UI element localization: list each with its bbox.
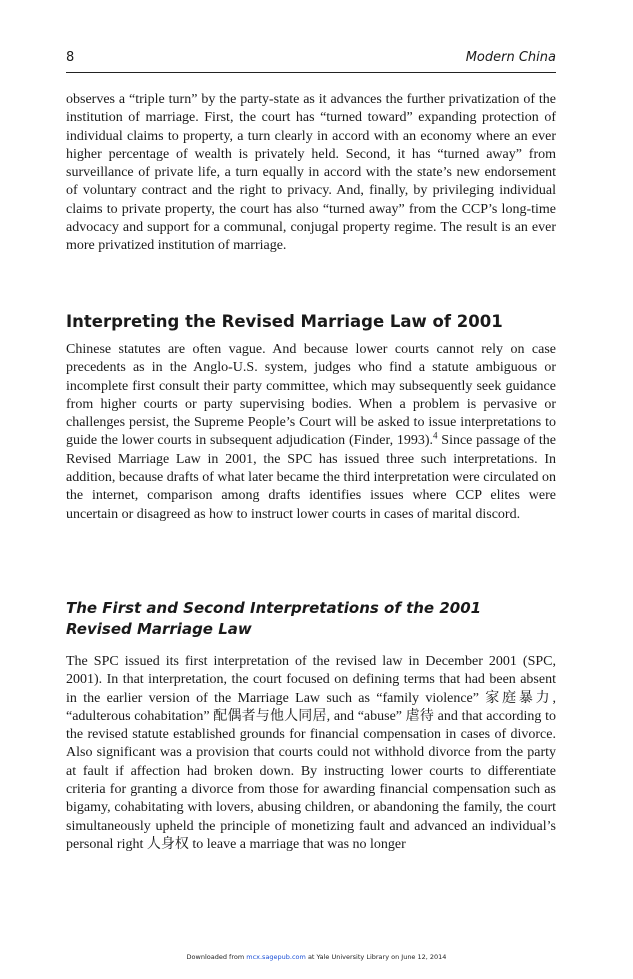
body-paragraph-2 (66, 341, 556, 524)
footnote-marker[interactable]: 4 (433, 430, 438, 441)
journal-title: Modern China (465, 50, 556, 65)
body-paragraph-1: observes a “triple turn” by the party-state as it advances the further privatization of the institution of marriage. First, the court has “turned toward” expanding protection of individual claims to property, a turn clearly in accord with an economy where an ever higher percentage of wealth is privately held. Second, it has “turned away” from surveillance of private life, a turn equally in accord with the state’s new endorsement of voluntary contract and the right to privacy. And, finally, by privileging individual claims to private property, the court has also “turned away” from the CCP’s long-time advocacy and support for a communal, conjugal property regime. The result is an ever more privatized institution of marriage. (66, 92, 556, 254)
footer-link[interactable]: mcx.sagepub.com (246, 953, 306, 961)
download-footer (0, 953, 633, 961)
header-rule (66, 72, 556, 73)
running-head (66, 50, 556, 68)
subsection-heading: The First and Second Interpretations of the 2001 Revised Marriage Law (66, 599, 482, 638)
footer-suffix: at Yale University Library on June 12, 2014 (305, 953, 447, 961)
body-paragraph-3: The SPC issued its first interpretation of the revised law in December 2001 (SPC, 2001). In that interpretation, the court focused on defining terms that had been absent in the earlier version of the Marriage Law such as “family violence” 家庭暴力, “adulterous cohabitation” 配偶者与他人同居, and “abuse” 虐待 and that according to the revised statute established grounds for financial compensation in cases of divorce. Also significant was a provision that courts could not withhold divorce from the party at fault if affection had broken down. By instructing lower courts to differentiate criteria for granting a divorce from those for awarding financial compensation such as bigamy, cohabitating with lovers, abusing children, or abandoning the family, the court simultaneously upheld the principle of monetizing fault and advanced an individual’s personal right 人身权 to leave a marriage that was no longer (66, 654, 556, 852)
page-number: 8 (66, 50, 75, 65)
paragraph-2-text-a: Chinese statutes are often vague. And because lower courts cannot rely on case precedents as in the Anglo-U.S. system, judges who find a statute ambiguous or incomplete first consult their party committee, which may subsequently seek guidance from higher courts or party supervising bodies. When a problem is pervasive or challenges persist, the Supreme People’s Court will be asked to issue interpretations to guide the lower courts in subsequent adjudication (Finder, 1993). (66, 342, 556, 449)
section-heading: Interpreting the Revised Marriage Law of 2001 (66, 312, 503, 331)
footer-prefix: Downloaded from (186, 953, 247, 961)
paragraph-2-text-b: Since passage of the Revised Marriage Law in 2001, the SPC has issued three such interpretations. In addition, because drafts of what later became the third interpretation were circulated on the internet, comparison among drafts identifies issues where CCP elites were uncertain or disagreed as how to instruct lower courts in cases of marital discord. (66, 433, 556, 522)
